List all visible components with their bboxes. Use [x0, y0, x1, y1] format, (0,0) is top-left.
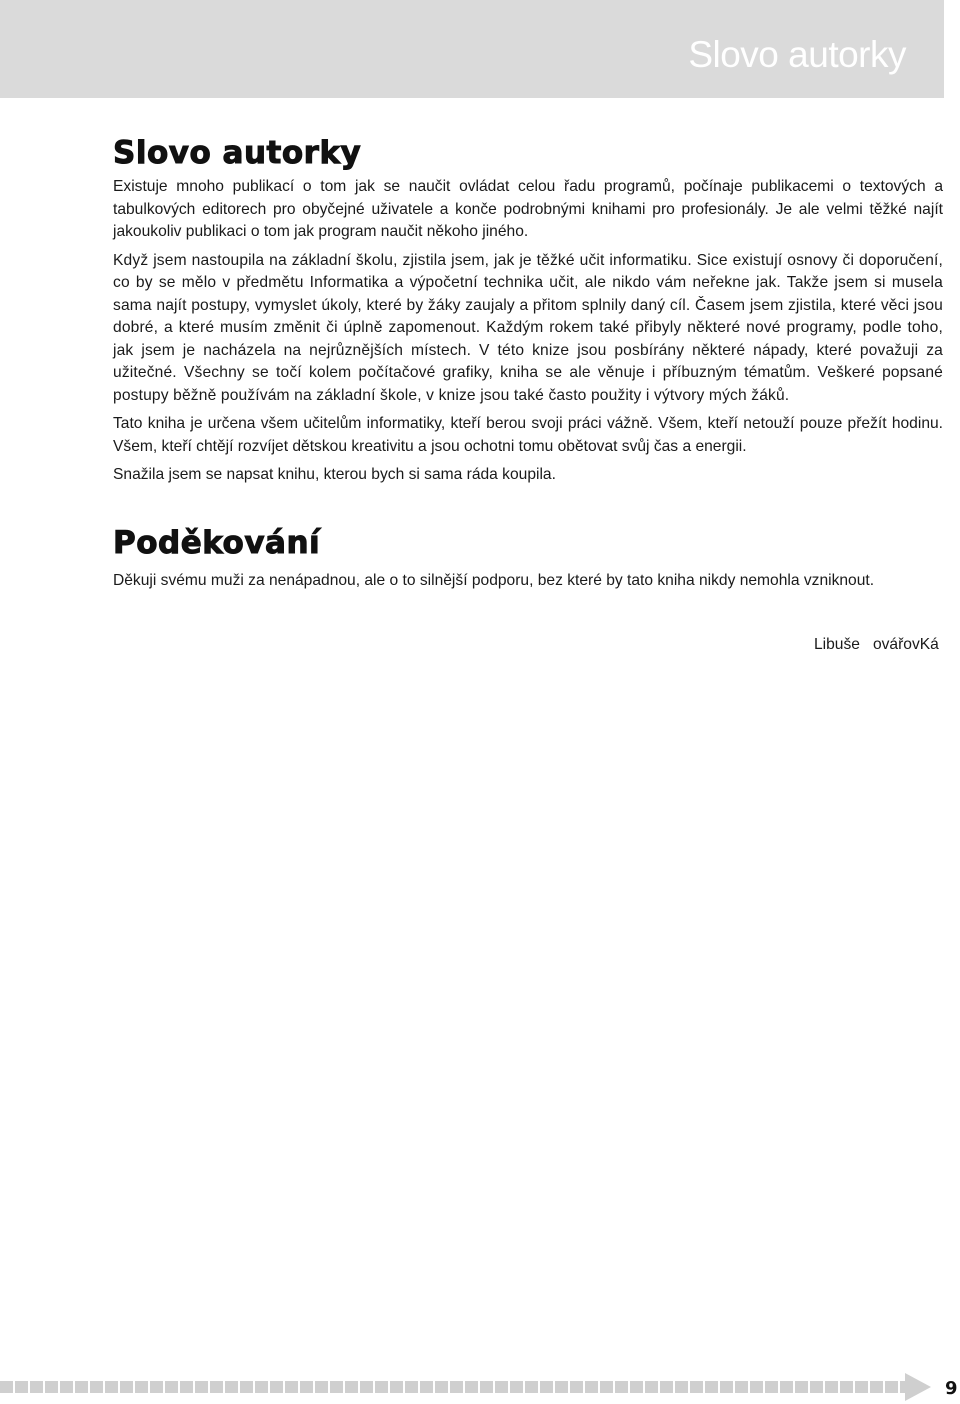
paragraph-intro: Existuje mnoho publikací o tom jak se naučit ovládat celou řadu programů, počínaje publikacemi o textových a tabulkových editorech pro obyčejné uživatele a konče podrobnými knihami pro profesionály. Je ale velmi těžké najít jakoukoliv publikaci o tom jak program naučit někoho jiného.	[113, 178, 943, 240]
footer-arrow-icon	[905, 1373, 931, 1401]
section-heading-podekovani: Poděkování	[113, 524, 321, 561]
header-band	[0, 0, 944, 98]
paragraph-school: Když jsem nastoupila na základní školu, zjistila jsem, jak je těžké učit informatiku. Sice existují osnovy či doporučení, co by se mělo v předmětu Informatika a výpočetní technika učit, ale nikdo vám neřekne jak. Takže jsem si musela sama najít postupy, vymyslet úkoly, které by žáky zaujaly a přitom splnily daný cíl. Časem jsem zjistila, které věci jsou dobré, a které musím změnit či úplně zapomenout. Každým rokem také přibyly některé nové programy, podle toho, jak jsem je nacházela na nejrůznějších místech. V této knize jsou posbírány některé nápady, které považuji za užitečné. Všechny se točí kolem počítačové grafiky, kniha se ale věnuje i příbuzným tématům. Veškeré popsané postupy běžně používám na základní škole, v knize jsou také často použity i výtvory mých žáků.	[113, 251, 943, 404]
paragraph-goal: Snažila jsem se napsat knihu, kterou bych si sama ráda koupila.	[113, 466, 556, 483]
footer-dashed-strip	[0, 1381, 905, 1393]
author-signature: Libuše ovářovKá	[814, 636, 939, 653]
paragraph-thanks: Děkuji svému muži za nenápadnou, ale o to silnější podporu, bez které by tato kniha nikdy nemohla vzniknout.	[113, 571, 875, 589]
section-heading-slovo-autorky: Slovo autorky	[113, 135, 362, 171]
running-header-title: Slovo autorky	[688, 34, 906, 75]
page-content	[113, 135, 943, 598]
paragraph-audience: Tato kniha je určena všem učitelům informatiky, kteří berou svoji práci vážně. Všem, kteří netouží pouze přežít hodinu. Všem, kteří chtějí rozvíjet dětskou kreativitu a jsou ochotni tomu obětovat svůj čas a energii.	[113, 415, 943, 455]
page-number: 9	[945, 1378, 958, 1399]
